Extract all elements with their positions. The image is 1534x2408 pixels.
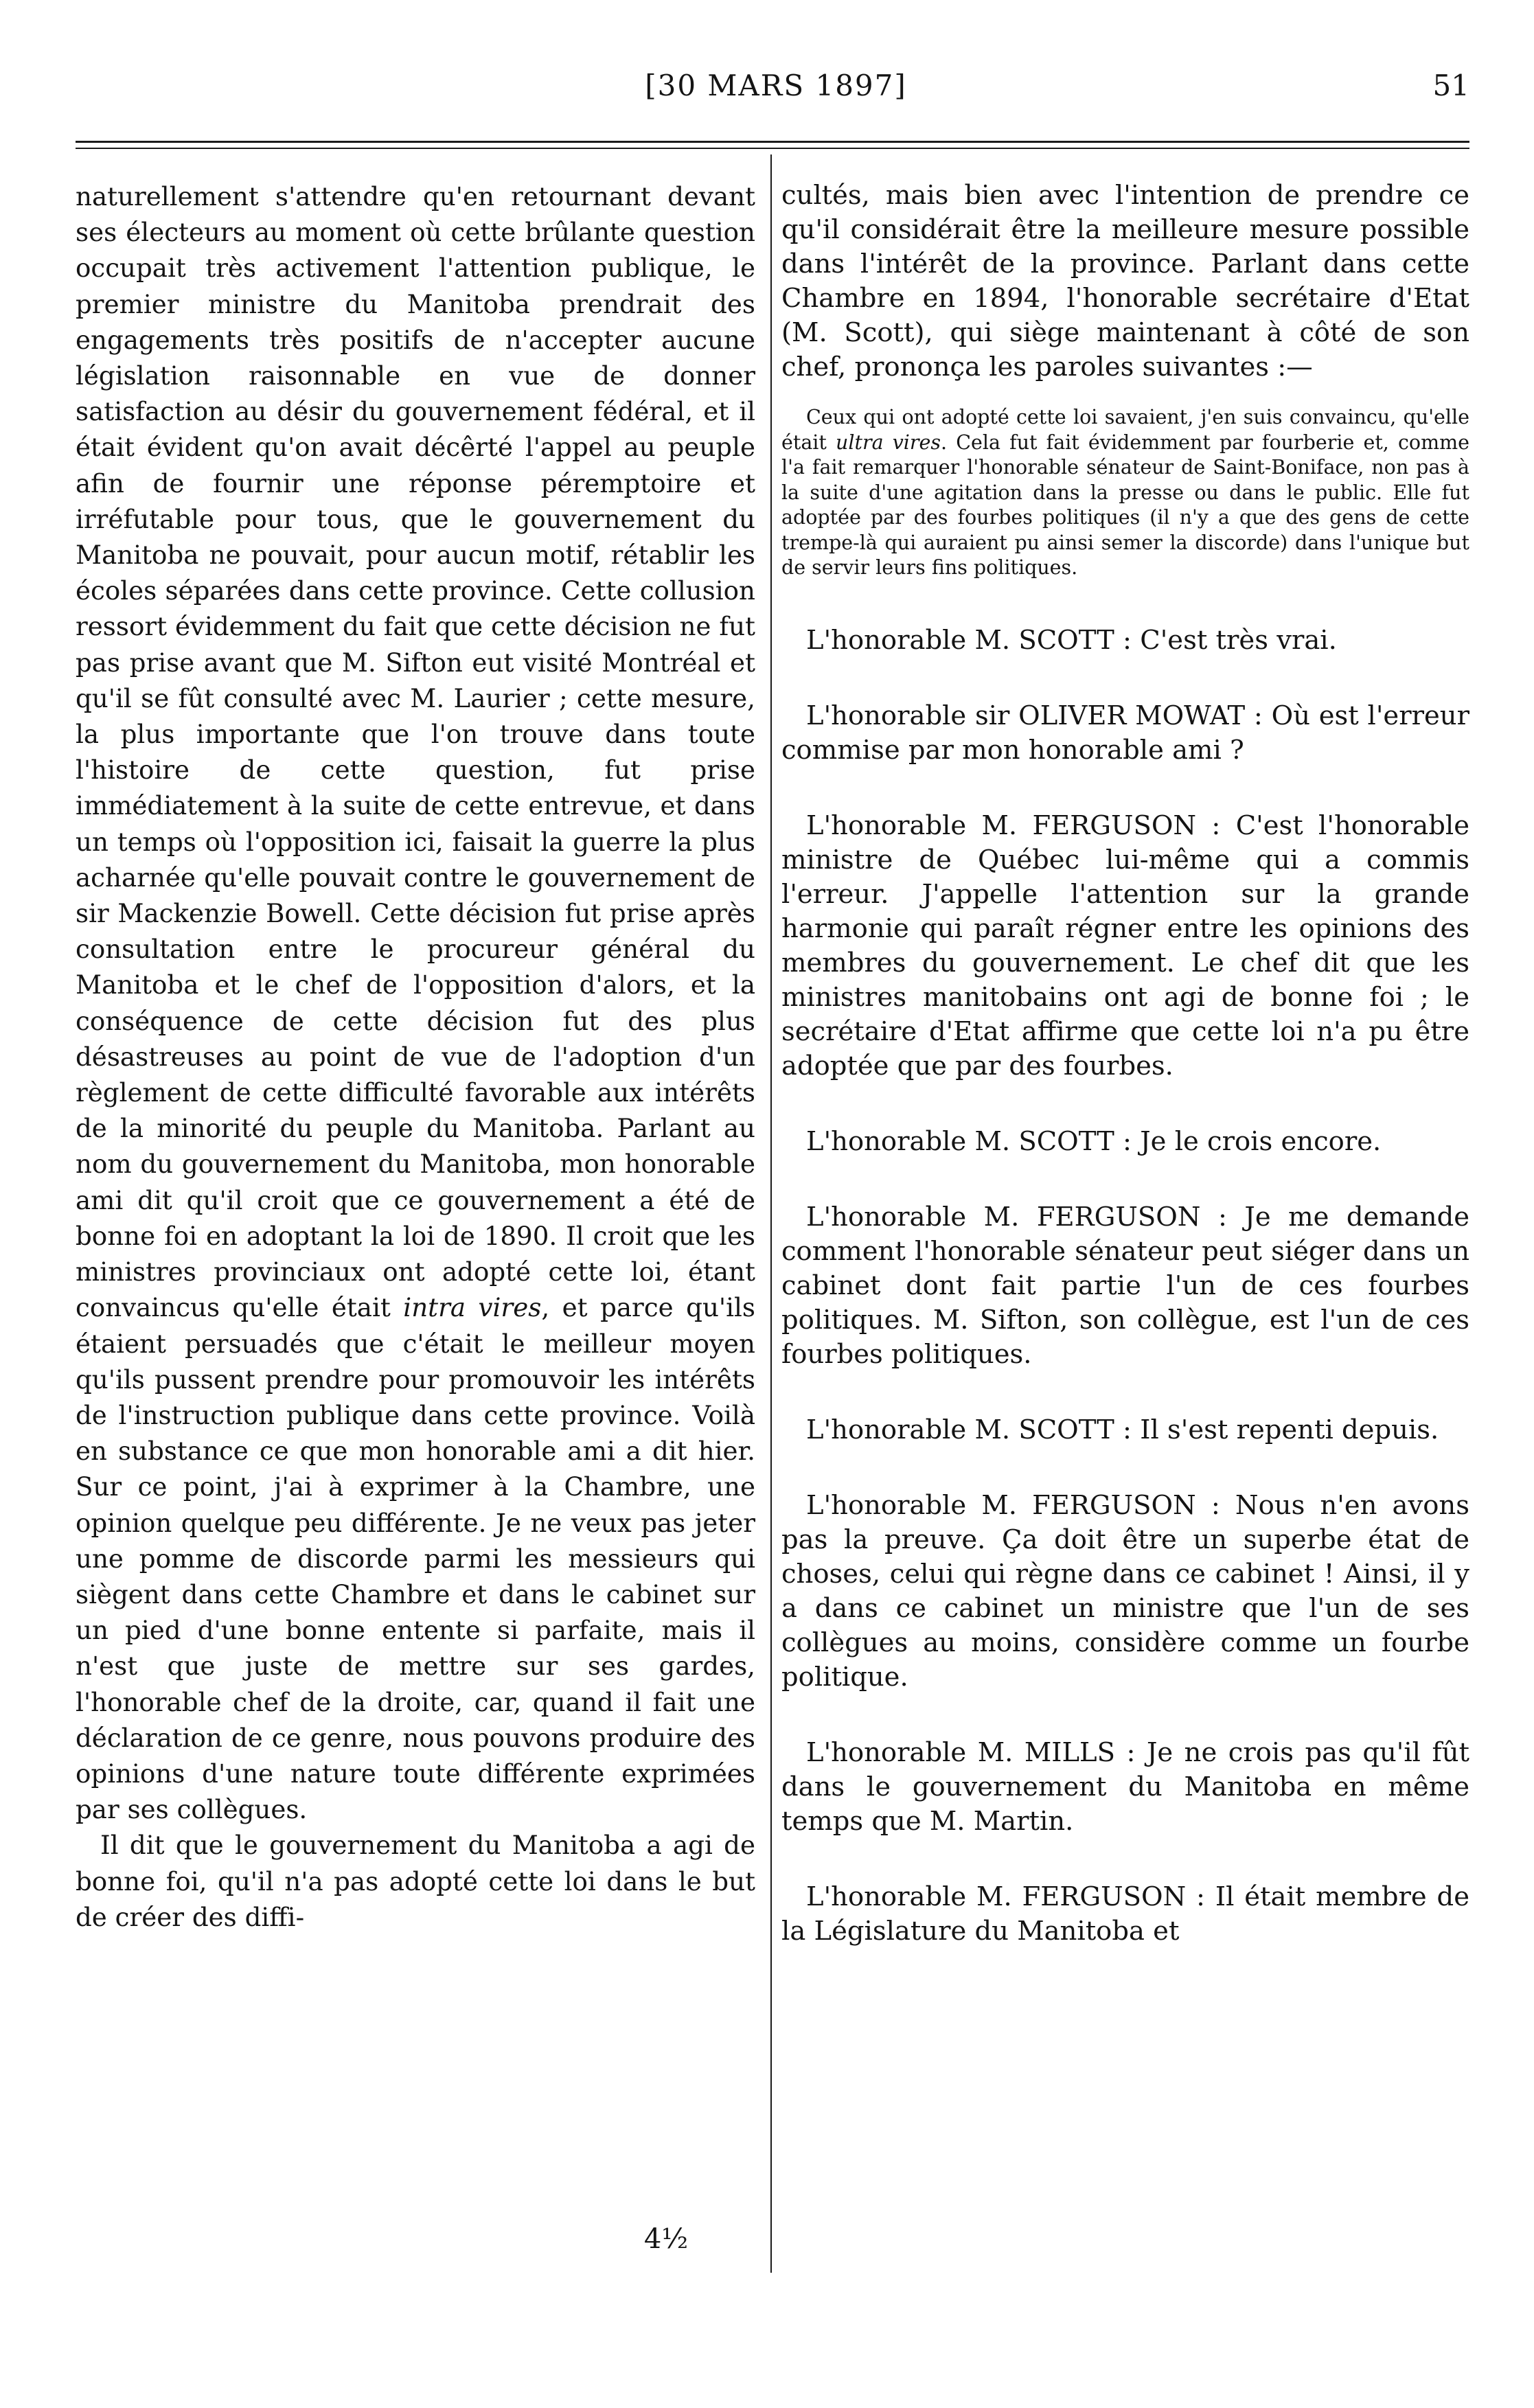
quoted-passage: Ceux qui ont adopté cette loi savaient, j'en suis convaincu, qu'elle était ultra vires. Cela fut fait évidemment par fourberie et, comme l'a fait remarquer l'honorable sénateur de Saint-Boniface, non pas à la suite d'une agitation dans la presse ou dans le public. Elle fut adoptée par des fourbes politiques (il n'y a que des gens de cette trempe-là qui auraient pu ainsi semer la discorde) dans l'unique but de servir leurs fins politiques. [781, 406, 1470, 579]
right-column [781, 179, 1469, 1949]
left-paragraph-1: naturellement s'attendre qu'en retournant devant ses électeurs au moment où cette brûlante question occupait très activement l'attention publique, le premier ministre du Manitoba prendrait des engagements très positifs de n'accepter aucune législation raisonnable en vue de donner satisfaction au désir du gouvernement fédéral, et il était évident qu'on avait décêrté l'appel au peuple afin de fournir une réponse péremptoire et irréfutable pour tous, que le gouvernement du Manitoba ne pouvait, pour aucun motif, rétablir les écoles séparées dans cette province. Cette collusion ressort évidemment du fait que cette décision ne fut pas prise avant que M. Sifton eut visité Montréal et qu'il se fût consulté avec M. Laurier ; cette mesure, la plus importante que l'on trouve dans toute l'histoire de cette question, fut prise immédiatement à la suite de cette entrevue, et dans un temps où l'opposition ici, faisait la guerre la plus acharnée qu'elle pouvait contre le gouvernement de sir Mackenzie Bowell. Cette décision fut prise après consultation entre le procureur général du Manitoba et le chef de l'opposition d'alors, et la conséquence de cette décision fut des plus désastreuses au point de vue de l'adoption d'un règlement de cette difficulté favorable aux intérêts de la minorité du peuple du Manitoba. Parlant au nom du gouvernement du Manitoba, mon honorable ami dit qu'il croit que ce gouvernement a été de bonne foi en adoptant la loi de 1890. Il croit que les ministres provinciaux ont adopté cette loi, étant convaincus qu'elle était intra vires, et parce qu'ils étaient persuadés que c'était le meilleur moyen qu'ils pussent prendre pour promouvoir les intérêts de l'instruction publique dans cette province. Voilà en substance ce que mon honorable ami a dit hier. Sur ce point, j'ai à exprimer à la Chambre, une opinion quelque peu différente. Je ne veux pas jeter une pomme de discorde parmi les messieurs qui siègent dans cette Chambre et dans le cabinet sur un pied d'une bonne entente si parfaite, mais il n'est que juste de mettre sur ses gardes, l'honorable chef de la droite, car, quand il fait une déclaration de ce genre, nous pouvons produire des opinions d'une nature toute différente exprimées par ses collègues. [76, 181, 756, 1825]
speech-mowat: L'honorable sir OLIVER MOWAT : Où est l'erreur commise par mon honorable ami ? [781, 700, 1469, 766]
speech-ferguson-1: L'honorable M. FERGUSON : C'est l'honorable ministre de Québec lui-même qui a commis l'erreur. J'appelle l'attention sur la grande harmonie qui paraît régner entre les opinions des membres du gouvernement. Le chef dit que les ministres manitobains ont agi de bonne foi ; le secrétaire d'Etat affirme que cette loi n'a pu être adoptée que par des fourbes. [781, 810, 1469, 1081]
left-paragraph-2: Il dit que le gouvernement du Manitoba a agi de bonne foi, qu'il n'a pas adopté cette loi dans le but de créer des diffi- [76, 1830, 755, 1932]
speech-scott-3: L'honorable M. SCOTT : Il s'est repenti depuis. [806, 1414, 1439, 1445]
speech-ferguson-4: L'honorable M. FERGUSON : Il était membre de la Législature du Manitoba et [781, 1881, 1469, 1947]
header-rule-top [76, 141, 1469, 143]
speech-scott-2: L'honorable M. SCOTT : Je le crois encore. [806, 1125, 1382, 1157]
speech-ferguson-2: L'honorable M. FERGUSON : Je me demande comment l'honorable sénateur peut siéger dans un cabinet dont fait partie l'un de ces fourbes politiques. M. Sifton, son collègue, est l'un de ces fourbes politiques. [781, 1201, 1469, 1370]
page-number: 51 [1432, 69, 1469, 102]
printer-signature: 4½ [643, 2223, 689, 2255]
header-date: [30 MARS 1897] [645, 69, 907, 102]
speech-scott-1: L'honorable M. SCOTT : C'est très vrai. [806, 624, 1337, 656]
column-divider [770, 154, 772, 2273]
italic-term: ultra vires [836, 431, 941, 454]
italic-term: intra vires [403, 1292, 542, 1323]
page-header [76, 69, 1469, 117]
header-rule-bottom [76, 148, 1469, 149]
right-paragraph-1: cultés, mais bien avec l'intention de prendre ce qu'il considérait être la meilleure mesure possible dans l'intérêt de la province. Parlant dans cette Chambre en 1894, l'honorable secrétaire d'Etat (M. Scott), qui siège maintenant à côté de son chef, prononça les paroles suivantes :— [781, 180, 1469, 382]
speech-ferguson-3: L'honorable M. FERGUSON : Nous n'en avons pas la preuve. Ça doit être un superbe état de choses, celui qui règne dans ce cabinet ! Ainsi, il y a dans ce cabinet un ministre que l'un de ses collègues au moins, considère comme un fourbe politique. [781, 1489, 1469, 1693]
left-column [76, 179, 755, 1935]
speech-mills: L'honorable M. MILLS : Je ne crois pas qu'il fût dans le gouvernement du Manitoba en même temps que M. Martin. [781, 1736, 1469, 1837]
